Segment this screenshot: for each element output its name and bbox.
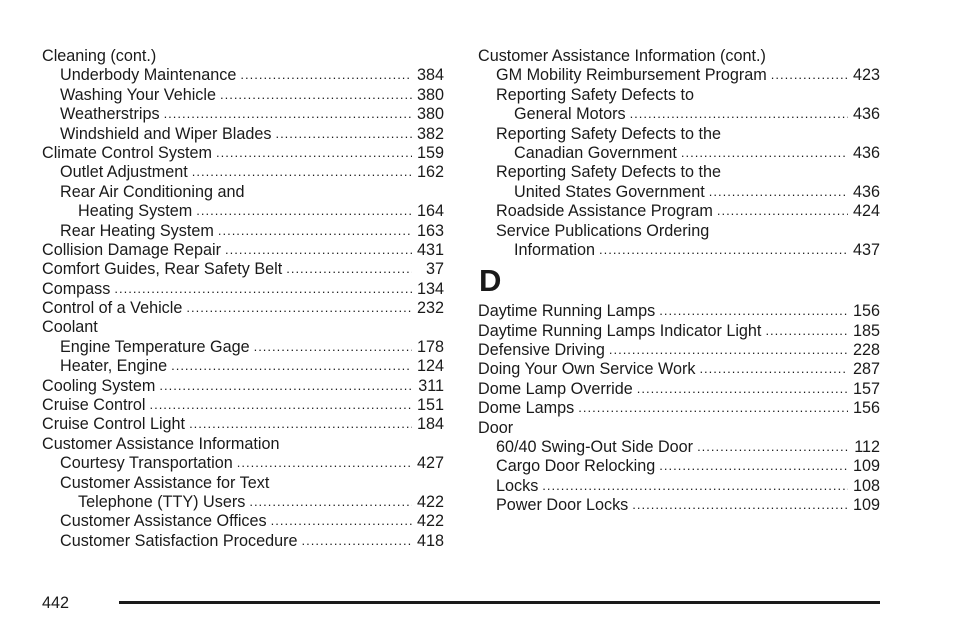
dot-leader <box>271 511 412 530</box>
index-entry-page: 382 <box>416 124 444 143</box>
index-entry <box>478 66 880 85</box>
index-entry-page: 422 <box>416 512 444 531</box>
index-entry-text: Reporting Safety Defects to the <box>496 124 721 143</box>
index-entry <box>42 241 444 260</box>
dot-leader <box>717 201 848 220</box>
index-entry-text: Locks <box>496 476 539 495</box>
index-entry-text: Windshield and Wiper Blades <box>60 124 272 143</box>
index-entry <box>478 399 880 418</box>
index-entry <box>478 457 880 476</box>
page-number: 442 <box>42 594 70 612</box>
index-entry-text: Cooling System <box>42 376 156 395</box>
index-entry <box>478 380 880 399</box>
index-entry-text: Engine Temperature Gage <box>60 337 250 356</box>
index-entry-page: 436 <box>852 105 880 124</box>
index-entry <box>478 144 880 163</box>
index-entry-page: 424 <box>852 202 880 221</box>
dot-leader <box>196 201 412 220</box>
index-entry-page: 109 <box>852 457 880 476</box>
index-entry-text: Dome Lamp Override <box>478 379 633 398</box>
index-entry-text: Customer Assistance Offices <box>60 512 267 531</box>
index-entry-text: Washing Your Vehicle <box>60 85 216 104</box>
index-entry-page: 124 <box>416 357 444 376</box>
index-entry-page: 163 <box>416 221 444 240</box>
index-group-customer-assistance <box>478 47 880 260</box>
index-entry <box>42 144 444 163</box>
index-entry-text: GM Mobility Reimbursement Program <box>496 66 767 85</box>
dot-leader <box>771 65 848 84</box>
index-entry <box>478 360 880 379</box>
dot-leader <box>599 240 848 259</box>
index-entry <box>42 280 444 299</box>
index-entry-page: 437 <box>852 240 880 259</box>
index-entry-page: 422 <box>416 492 444 511</box>
index-entry-text: Weatherstrips <box>60 105 160 124</box>
index-entry-page: 164 <box>416 202 444 221</box>
index-entry-page: 37 <box>425 260 444 279</box>
dot-leader <box>114 279 412 298</box>
index-entry-text: Rear Heating System <box>60 221 214 240</box>
dot-leader <box>240 65 412 84</box>
index-entry-text: Dome Lamps <box>478 399 575 418</box>
index-entry-text: Daytime Running Lamps Indicator Light <box>478 321 762 340</box>
index-entry-text: Reporting Safety Defects to the <box>496 163 721 182</box>
index-entry <box>478 302 880 321</box>
index-entry-page: 109 <box>852 496 880 515</box>
index-entry-text: Service Publications Ordering <box>496 221 710 240</box>
index-entry-page: 162 <box>416 163 444 182</box>
index-entry-page: 287 <box>852 360 880 379</box>
index-entry-text: Door <box>478 418 514 437</box>
index-entry <box>42 260 444 279</box>
dot-leader <box>171 356 412 375</box>
dot-leader <box>164 104 412 123</box>
index-entry-page: 418 <box>416 531 444 550</box>
index-entry-text: Reporting Safety Defects to <box>496 85 694 104</box>
index-entry-text: Collision Damage Repair <box>42 240 222 259</box>
index-entry-text: General Motors <box>514 105 626 124</box>
index-entry-page: 184 <box>416 415 444 434</box>
dot-leader <box>542 476 848 495</box>
index-entry <box>42 299 444 318</box>
dot-leader <box>218 221 412 240</box>
index-entry-page: 112 <box>854 438 880 457</box>
index-entry-page: 423 <box>852 66 880 85</box>
index-entry-page: 178 <box>416 337 444 356</box>
dot-leader <box>302 531 412 550</box>
index-entry-page: 108 <box>852 476 880 495</box>
dot-leader <box>249 492 412 511</box>
index-entry-page: 185 <box>852 321 880 340</box>
index-entry <box>42 512 444 531</box>
index-entry-page: 156 <box>852 302 880 321</box>
index-entry-text: Customer Assistance Information (cont.) <box>478 47 766 65</box>
index-entry-page: 157 <box>852 379 880 398</box>
index-entry <box>42 222 444 241</box>
dot-leader <box>681 143 848 162</box>
dot-leader <box>254 337 412 356</box>
dot-leader <box>216 143 412 162</box>
index-entry-text: Comfort Guides, Rear Safety Belt <box>42 260 283 279</box>
index-entry-text: Cargo Door Relocking <box>496 457 656 476</box>
index-entry-text: Customer Satisfaction Procedure <box>60 531 298 550</box>
index-entry <box>42 493 444 512</box>
dot-leader <box>609 340 848 359</box>
index-entry <box>42 66 444 85</box>
index-entry <box>478 341 880 360</box>
index-entry-text: Outlet Adjustment <box>60 163 188 182</box>
dot-leader <box>159 376 412 395</box>
index-entry-page: 159 <box>416 143 444 162</box>
index-entry-text: Canadian Government <box>514 143 677 162</box>
index-entry-text: Rear Air Conditioning and <box>60 182 245 201</box>
index-entry-text: Heating System <box>78 202 193 221</box>
index-heading <box>42 474 444 493</box>
index-entry-text: Customer Assistance Information <box>42 434 280 453</box>
dot-leader <box>630 104 848 123</box>
index-entry <box>42 338 444 357</box>
index-column-right <box>478 47 880 516</box>
index-heading <box>478 419 880 438</box>
index-entry-text: Information <box>514 240 595 259</box>
dot-leader <box>220 85 412 104</box>
index-entry <box>42 357 444 376</box>
index-entry-text: Cruise Control <box>42 396 146 415</box>
dot-leader <box>659 301 848 320</box>
index-entry <box>478 438 880 457</box>
index-entry <box>478 477 880 496</box>
dot-leader <box>697 437 848 456</box>
index-heading <box>478 222 880 241</box>
index-entry <box>478 202 880 221</box>
dot-leader <box>275 124 412 143</box>
index-heading <box>478 163 880 182</box>
index-entry-text: Cruise Control Light <box>42 415 186 434</box>
index-entry-text: Coolant <box>42 318 98 337</box>
index-entry-text: Doing Your Own Service Work <box>478 360 696 379</box>
index-entry-text: Roadside Assistance Program <box>496 202 713 221</box>
index-entry <box>42 86 444 105</box>
index-entry-page: 311 <box>418 376 444 395</box>
dot-leader <box>192 162 412 181</box>
index-entry <box>478 241 880 260</box>
dot-leader <box>186 298 412 317</box>
index-entry-text: Courtesy Transportation <box>60 454 233 473</box>
index-heading <box>42 318 444 337</box>
index-entry-page: 232 <box>416 299 444 318</box>
index-heading <box>42 47 444 66</box>
dot-leader <box>709 182 848 201</box>
index-entry <box>478 322 880 341</box>
index-entry-text: Cleaning (cont.) <box>42 47 157 65</box>
index-entry-text: Customer Assistance for Text <box>60 473 270 492</box>
index-entry <box>42 202 444 221</box>
index-entry-text: Heater, Engine <box>60 357 168 376</box>
index-entry <box>42 454 444 473</box>
index-entry-page: 431 <box>416 240 444 259</box>
dot-leader <box>189 414 412 433</box>
index-heading <box>478 47 880 66</box>
index-heading <box>478 86 880 105</box>
index-entry <box>42 532 444 551</box>
index-entry <box>478 105 880 124</box>
index-entry-page: 380 <box>416 105 444 124</box>
dot-leader <box>659 456 848 475</box>
index-entry-text: Climate Control System <box>42 143 213 162</box>
dot-leader <box>637 379 848 398</box>
index-entry <box>42 125 444 144</box>
index-entry <box>42 396 444 415</box>
dot-leader <box>578 398 848 417</box>
index-entry-page: 156 <box>852 399 880 418</box>
section-letter-heading: D <box>479 263 502 299</box>
footer-rule <box>119 601 880 604</box>
index-entry-text: 60/40 Swing-Out Side Door <box>496 438 694 457</box>
index-entry-text: Control of a Vehicle <box>42 299 183 318</box>
index-heading <box>478 125 880 144</box>
index-entry <box>42 163 444 182</box>
dot-leader <box>225 240 412 259</box>
dot-leader <box>632 495 848 514</box>
index-entry-page: 134 <box>416 279 444 298</box>
index-heading <box>42 183 444 202</box>
index-group-d <box>478 302 880 515</box>
dot-leader <box>286 259 412 278</box>
index-entry-page: 228 <box>852 341 880 360</box>
index-entry <box>42 105 444 124</box>
dot-leader <box>149 395 412 414</box>
index-entry-text: Underbody Maintenance <box>60 66 237 85</box>
index-entry <box>42 415 444 434</box>
index-entry-text: Telephone (TTY) Users <box>78 492 246 511</box>
index-entry-page: 380 <box>416 85 444 104</box>
index-entry-page: 436 <box>852 182 880 201</box>
index-entry <box>478 496 880 515</box>
index-entry <box>42 377 444 396</box>
index-entry-text: Compass <box>42 279 111 298</box>
index-heading <box>42 435 444 454</box>
index-entry-text: Daytime Running Lamps <box>478 302 656 321</box>
index-entry-text: Defensive Driving <box>478 341 605 360</box>
index-entry-page: 427 <box>416 454 444 473</box>
index-column-left <box>42 47 444 551</box>
index-entry-page: 151 <box>416 396 444 415</box>
index-entry-text: Power Door Locks <box>496 496 629 515</box>
index-entry-page: 384 <box>416 66 444 85</box>
index-entry-page: 436 <box>852 143 880 162</box>
dot-leader <box>237 453 412 472</box>
dot-leader <box>765 321 848 340</box>
index-entry <box>478 183 880 202</box>
dot-leader <box>699 359 848 378</box>
index-entry-text: United States Government <box>514 182 705 201</box>
